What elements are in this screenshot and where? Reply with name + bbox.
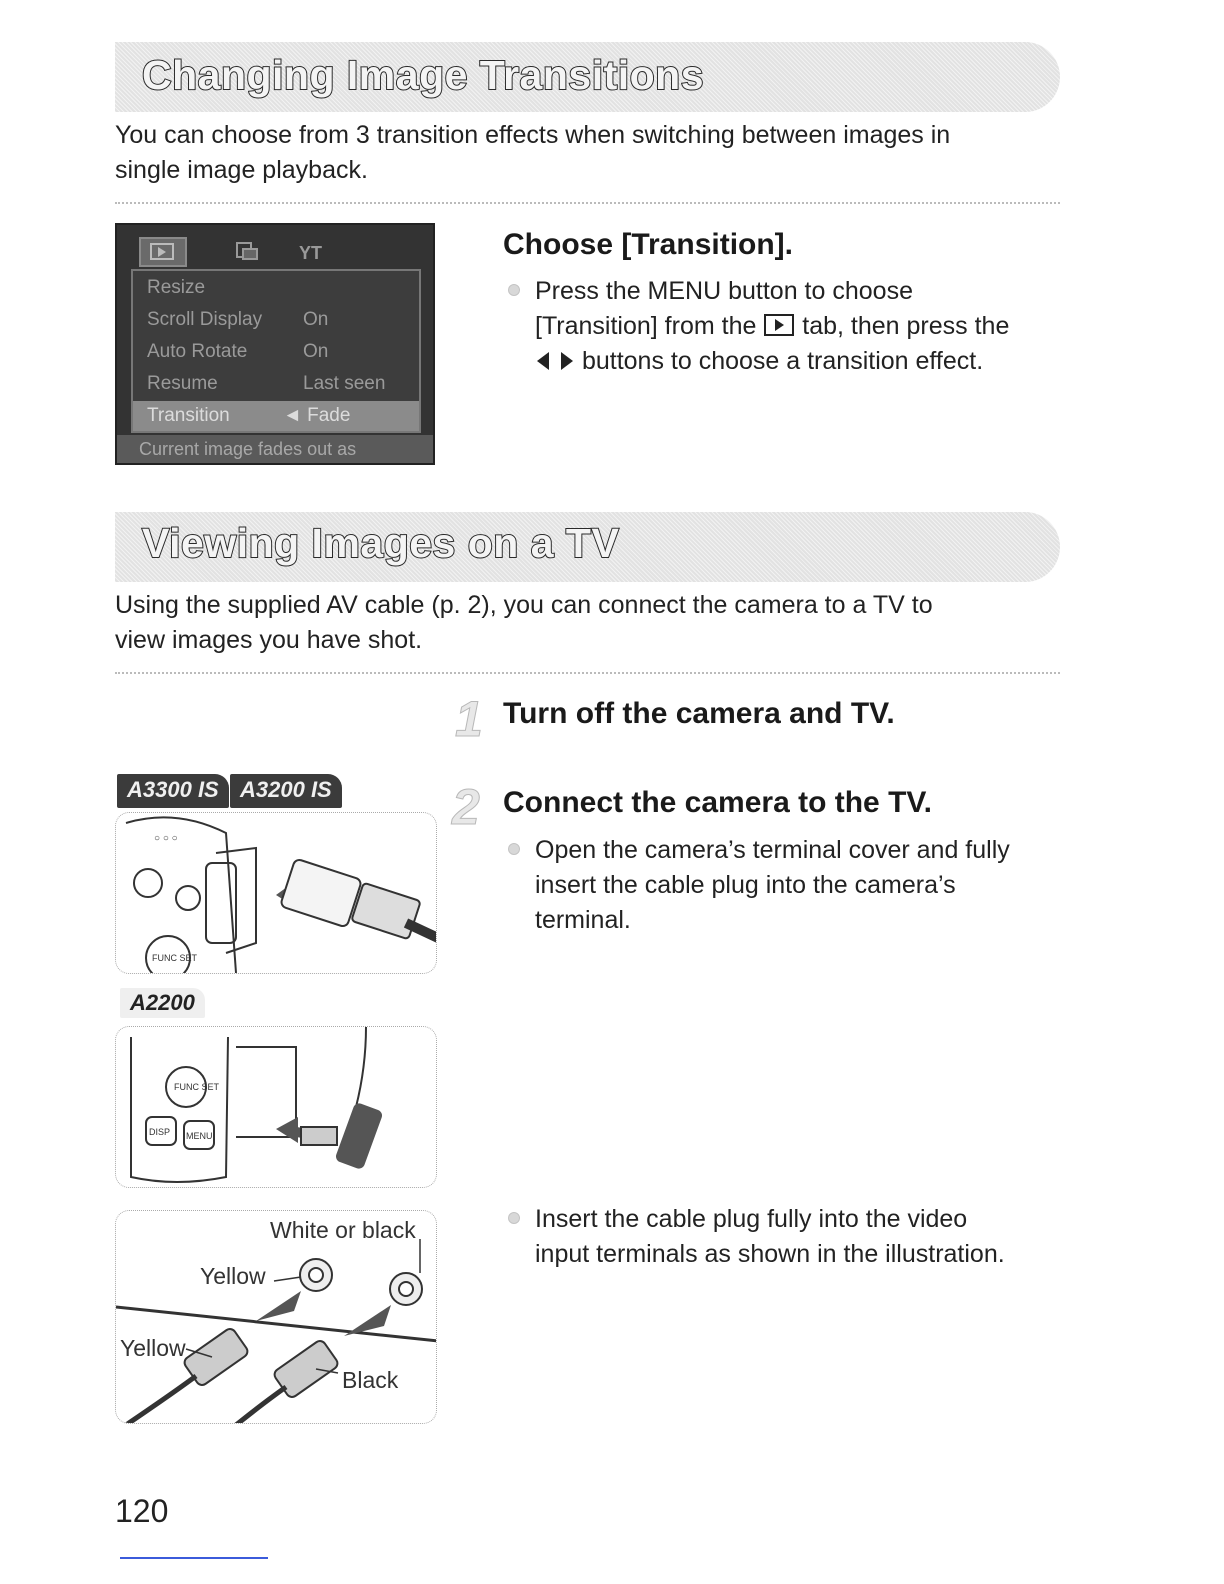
camera-terminal-illustration-a2200 bbox=[115, 1026, 437, 1188]
section-divider bbox=[115, 202, 1060, 204]
choose-transition-line2: [Transition] from the tab, then press the bbox=[535, 312, 1010, 340]
settings-tab-icon bbox=[287, 237, 335, 267]
callout-white-or-black: White or black bbox=[270, 1217, 416, 1243]
menu-list bbox=[131, 269, 421, 433]
menu-row-scroll-display: Scroll Display On bbox=[147, 309, 329, 330]
page-underline bbox=[120, 1557, 268, 1559]
model-badge-a3300: A3300 IS bbox=[117, 774, 229, 808]
step2-bullet1-line3: terminal. bbox=[535, 906, 631, 934]
transitions-intro-line1: You can choose from 3 transition effects when switching between images in bbox=[115, 121, 951, 149]
callout-yellow-jack: Yellow bbox=[200, 1263, 266, 1289]
transitions-intro-line2: single image playback. bbox=[115, 156, 368, 184]
playback-tab-icon bbox=[139, 237, 187, 267]
menu-help-text: Current image fades out as bbox=[117, 435, 433, 465]
step1-title: Turn off the camera and TV. bbox=[503, 697, 895, 730]
section-title-tv: Viewing Images on a TV bbox=[142, 520, 620, 566]
step-number-1: 1 bbox=[455, 691, 483, 747]
camera-menu-screenshot bbox=[115, 223, 435, 465]
menu-row-auto-rotate: Auto Rotate On bbox=[147, 341, 329, 362]
camera-terminal-illustration-a3300 bbox=[115, 812, 437, 974]
svg-text:○ ○ ○: ○ ○ ○ bbox=[154, 833, 178, 844]
section-divider bbox=[115, 672, 1060, 674]
callout-yellow-plug: Yellow bbox=[120, 1335, 186, 1361]
section-title-transitions: Changing Image Transitions bbox=[142, 52, 705, 98]
tv-intro-line1: Using the supplied AV cable (p. 2), you can connect the camera to a TV to bbox=[115, 591, 933, 619]
step2-bullet2-line2: input terminals as shown in the illustration. bbox=[535, 1240, 1005, 1268]
menu-row-resume: Resume Last seen bbox=[147, 373, 386, 394]
step2-bullet1-line2: insert the cable plug into the camera’s bbox=[535, 871, 956, 899]
left-right-arrows-icon bbox=[535, 350, 575, 372]
step2-title: Connect the camera to the TV. bbox=[503, 786, 932, 819]
bullet-icon bbox=[508, 843, 520, 855]
bullet-icon bbox=[508, 284, 520, 296]
step-number-2: 2 bbox=[452, 779, 480, 835]
svg-text:DISP: DISP bbox=[149, 1127, 171, 1137]
svg-text:YT: YT bbox=[299, 243, 323, 263]
svg-text:MENU: MENU bbox=[186, 1131, 213, 1141]
tv-intro-line2: view images you have shot. bbox=[115, 626, 423, 654]
choose-transition-line3: buttons to choose a transition effect. bbox=[535, 344, 983, 379]
model-badge-a3200: A3200 IS bbox=[230, 774, 342, 808]
choose-transition-line1: Press the MENU button to choose bbox=[535, 277, 913, 305]
choose-transition-title: Choose [Transition]. bbox=[503, 228, 794, 261]
menu-row-resize: Resize bbox=[147, 277, 206, 298]
model-badge-a2200: A2200 bbox=[120, 988, 205, 1018]
camera-cable-drawing bbox=[116, 813, 437, 974]
svg-text:FUNC SET: FUNC SET bbox=[152, 953, 197, 963]
print-tab-icon bbox=[223, 237, 271, 267]
playback-tab-icon bbox=[763, 313, 795, 337]
svg-text:FUNC SET: FUNC SET bbox=[174, 1082, 219, 1092]
page-number: 120 bbox=[115, 1493, 169, 1529]
step2-bullet1-line1: Open the camera’s terminal cover and fully bbox=[535, 836, 1010, 864]
step2-bullet2-line1: Insert the cable plug fully into the video bbox=[535, 1205, 968, 1233]
camera-cable-drawing-a2200 bbox=[116, 1027, 437, 1188]
tv-input-terminals-illustration bbox=[115, 1210, 437, 1424]
bullet-icon bbox=[508, 1212, 520, 1224]
callout-black-plug: Black bbox=[342, 1367, 399, 1393]
menu-row-transition: Transition ◄ Fade bbox=[133, 401, 419, 431]
